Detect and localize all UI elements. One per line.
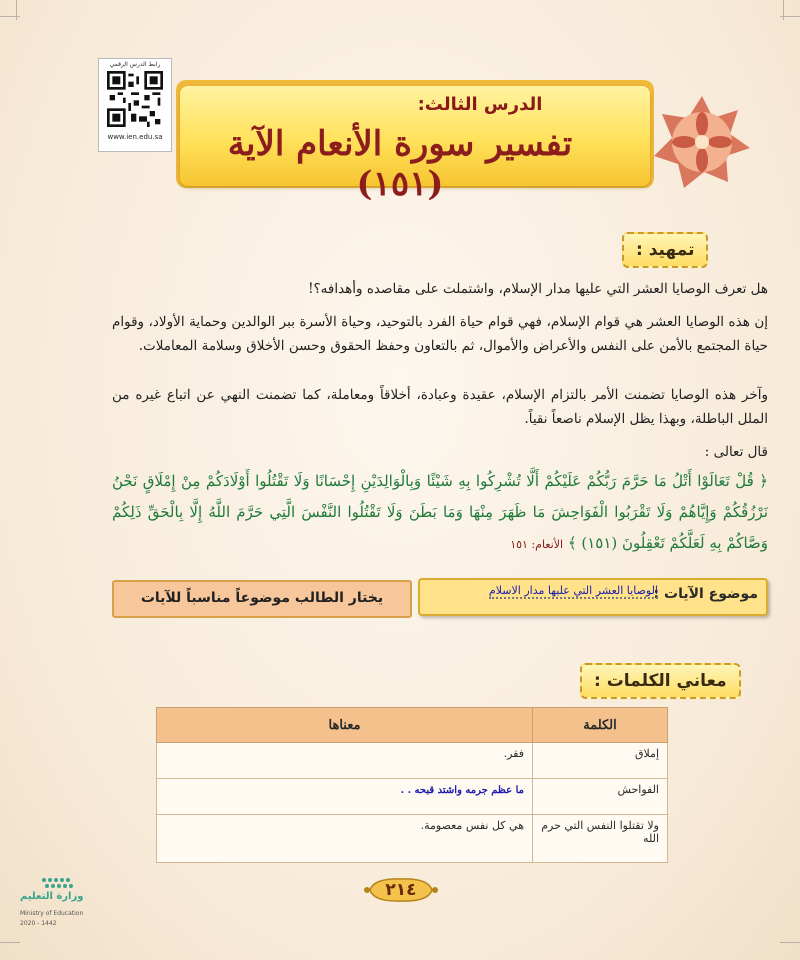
word-cell: ولا تقتلوا النفس التي حرم الله [533,815,668,863]
header-word: الكلمة [533,708,668,743]
page-number: ٢١٤ [385,880,417,900]
qr-title: رابط الدرس الرقمي [109,61,161,68]
intro-section-label: تمهيد : [622,232,708,268]
crop-mark [0,16,20,17]
meaning-cell: فقر. [157,743,533,779]
star-ornament-icon [652,92,752,192]
crop-mark [0,942,20,943]
lesson-title: تفسير سورة الأنعام الآية (١٥١) [227,124,573,204]
teacher-hint-box: يختار الطالب موضوعاً مناسباً للآيات [112,580,412,618]
ministry-logo-icon [40,876,76,890]
verse-intro: قال تعالى : [704,444,768,460]
table-row [157,743,668,779]
crop-mark [783,0,784,20]
header-meaning: معناها [157,708,533,743]
topic-answer-field[interactable]: الوصايا العشر التي عليها مدار الاسلام [488,584,658,597]
table-header-row [157,708,668,743]
crop-mark [780,942,800,943]
meaning-cell: هي كل نفس معصومة. [157,815,533,863]
ministry-year: 2020 - 1442 [20,920,57,927]
verse-text: ﴿ قُلْ تَعَالَوْا أَتْلُ مَا حَرَّمَ رَبُّكُمْ عَلَيْكُمْ أَلَّا تُشْرِكُوا بِهِ شَيْئًا وَبِالْوَالِدَيْنِ إِحْسَانًا وَلَا تَقْتُلُوا أَوْلَادَكُمْ مِنْ إِمْلَاقٍ نَحْنُ نَرْزُقُكُمْ وَإِيَّاهُمْ وَلَا تَقْرَبُوا الْفَوَاحِشَ مَا ظَهَرَ مِنْهَا وَمَا بَطَنَ وَلَا تَقْتُلُوا النَّفْسَ الَّتِي حَرَّمَ اللَّهُ إِلَّا بِالْحَقِّ ذَلِكُمْ وَصَّاكُمْ بِهِ لَعَلَّكُمْ تَعْقِلُونَ (١٥١) ﴾ [112,472,768,552]
crop-mark [16,0,17,20]
meaning-cell[interactable] [157,779,533,815]
table-row [157,779,668,815]
qr-link-box[interactable] [98,58,172,152]
topic-label: موضوع الآيات : [653,586,758,602]
qr-url[interactable]: www.ien.edu.sa [107,133,163,141]
vocab-section-label: معاني الكلمات : [580,663,741,699]
quran-verse [112,466,768,560]
vocabulary-table [156,707,668,863]
ministry-name: وزارة التعليم [20,891,84,902]
table-row [157,815,668,863]
meaning-answer[interactable]: ما عظم جرمه واشتد قبحه . . [400,785,524,796]
intro-paragraph-1: إن هذه الوصايا العشر هي قوام الإسلام، فهي قوام حياة الفرد بالتوحيد، وحياة الأسرة ببر الوالدين وحماية الأولاد، وقوام حياة المجتمع بالأمن على النفس والأعراض والأموال، ثم بالتعاون وحفظ الحقوق وحسن الأخلاق وسلامة المعاملات. [112,314,768,354]
word-cell: إملاق [533,743,668,779]
lesson-number: الدرس الثالث: [417,94,543,115]
verse-reference: الأنعام: ١٥١ [510,538,564,551]
ministry-name-en: Ministry of Education [20,910,84,917]
topic-answer-box [418,578,768,616]
word-cell: الفواحش [533,779,668,815]
intro-question: هل تعرف الوصايا العشر التي عليها مدار الإسلام، واشتملت على مقاصده وأهدافه؟! [308,281,768,297]
intro-paragraph-2: وآخر هذه الوصايا تضمنت الأمر بالتزام الإسلام، عقيدة وعبادة، أخلاقاً ومعاملة، كما تضمنت النهي عن اتباع غيره من الملل الباطلة، وبهذا يظل الإسلام ناصعاً نقياً. [112,387,768,427]
qr-code-icon[interactable] [107,71,163,127]
